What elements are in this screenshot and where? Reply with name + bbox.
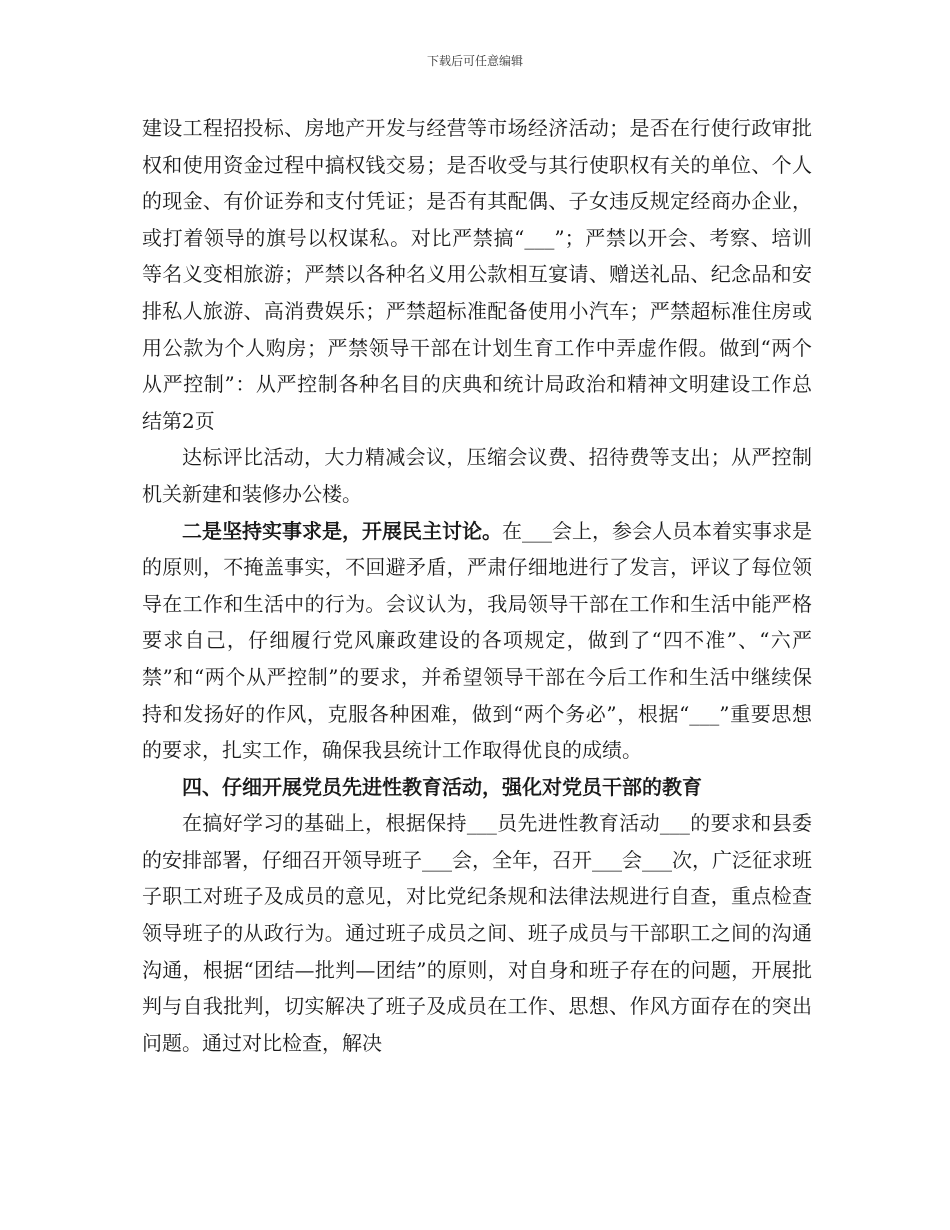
page-header: 下载后可任意编辑 [426, 54, 523, 68]
paragraph-3-lead: 二是坚持实事求是，开展民主讨论。 [182, 518, 502, 543]
paragraph-1: 建设工程招投标、房地产开发与经营等市场经济活动；是否在行使行政审批权和使用资金过程中搞权钱交易；是否收受与其行使职权有关的单位、个人的现金、有价证券和支付凭证；是否有其配偶、子女违反规定经商办企业，或打着领导的旗号以权谋私。对比严禁搞“___”；严禁以开会、考察、培训等名义变相旅游；严禁以各种名义用公款相互宴请、赠送礼品、纪念品和安排私人旅游、高消费娱乐；严禁超标准配备使用小汽车；严禁超标准住房或用公款为个人购房；严禁领导干部在计划生育工作中弄虚作假。做到“两个从严控制”：从严控制各种名目的庆典和统计局政治和精神文明建设工作总结第2页 [142, 116, 812, 433]
document-body [142, 110, 812, 1061]
paragraph-3 [142, 513, 812, 769]
section-heading-4: 四、仔细开展党员先进性教育活动，强化对党员干部的教育 [182, 774, 702, 799]
paragraph-5: 在搞好学习的基础上，根据保持___员先进性教育活动___的要求和县委的安排部署，仔细召开领导班子___会，全年，召开___会___次，广泛征求班子职工对班子及成员的意见，对比党纪条规和法律法规进行自查，重点检查领导班子的从政行为。通过班子成员之间、班子成员与干部职工之间的沟通沟通，根据“团结—批判—团结”的原则，对自身和班子存在的问题，开展批判与自我批判，切实解决了班子及成员在工作、思想、作风方面存在的突出问题。通过对比检查，解决 [142, 811, 812, 1055]
paragraph-3-text: 在___会上，参会人员本着实事求是的原则，不掩盖事实，不回避矛盾，严肃仔细地进行了发言，评议了每位领导在工作和生活中的行为。会议认为，我局领导干部在工作和生活中能严格要求自己，仔细履行党风廉政建设的各项规定，做到了“四不准”、“六严禁”和“两个从严控制”的要求，并希望领导干部在今后工作和生活中继续保持和发扬好的作风，克服各种困难，做到“两个务必”，根据“___”重要思想的要求，扎实工作，确保我县统计工作取得优良的成绩。 [142, 518, 812, 763]
paragraph-2: 达标评比活动，大力精减会议，压缩会议费、招待费等支出；从严控制机关新建和装修办公楼。 [142, 445, 812, 506]
